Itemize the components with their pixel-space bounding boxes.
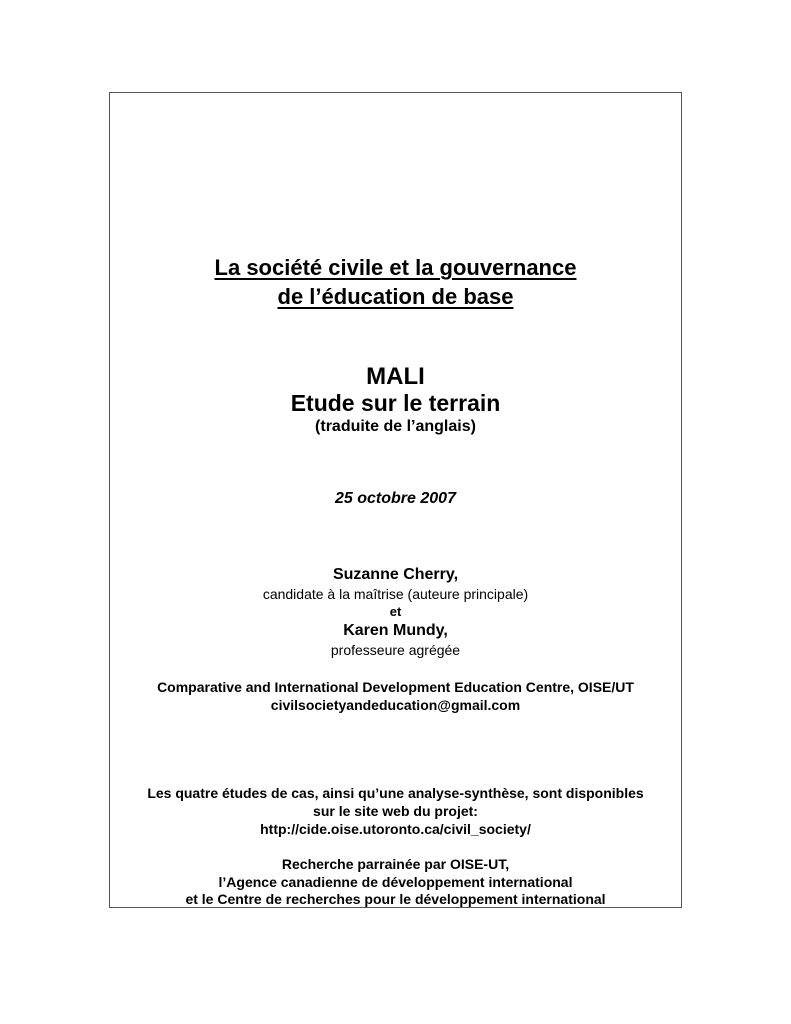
translation-note: (traduite de l’anglais) — [315, 418, 476, 435]
contact-email: civilsocietyandeducation@gmail.com — [270, 697, 521, 713]
sponsor-line-3: et le Centre de recherches pour le développement international — [185, 891, 606, 907]
affiliation-centre: Comparative and International Development Education Centre, OISE/UT — [157, 679, 634, 695]
availability-line-2: sur le site web du projet: — [313, 803, 478, 819]
author-role-1: candidate à la maîtrise (auteure principale) — [262, 586, 529, 602]
publication-date: 25 octobre 2007 — [335, 490, 456, 507]
title-line-2: de l’éducation de base — [277, 284, 514, 309]
country-name: MALI — [366, 363, 425, 390]
study-type: Etude sur le terrain — [290, 390, 501, 416]
title-line-1: La société civile et la gouvernance — [214, 255, 577, 280]
author-conjunction: et — [389, 604, 402, 619]
project-url: http://cide.oise.utoronto.ca/civil_society/ — [260, 821, 531, 837]
sponsor-line-1: Recherche parrainée par OISE-UT, — [281, 856, 510, 872]
author-name-2: Karen Mundy, — [343, 622, 448, 639]
author-role-2: professeure agrégée — [330, 642, 461, 658]
author-name-1: Suzanne Cherry, — [332, 566, 459, 583]
sponsor-line-2: l’Agence canadienne de développement international — [218, 874, 573, 890]
availability-line-1: Les quatre études de cas, ainsi qu’une analyse-synthèse, sont disponibles — [147, 785, 644, 801]
